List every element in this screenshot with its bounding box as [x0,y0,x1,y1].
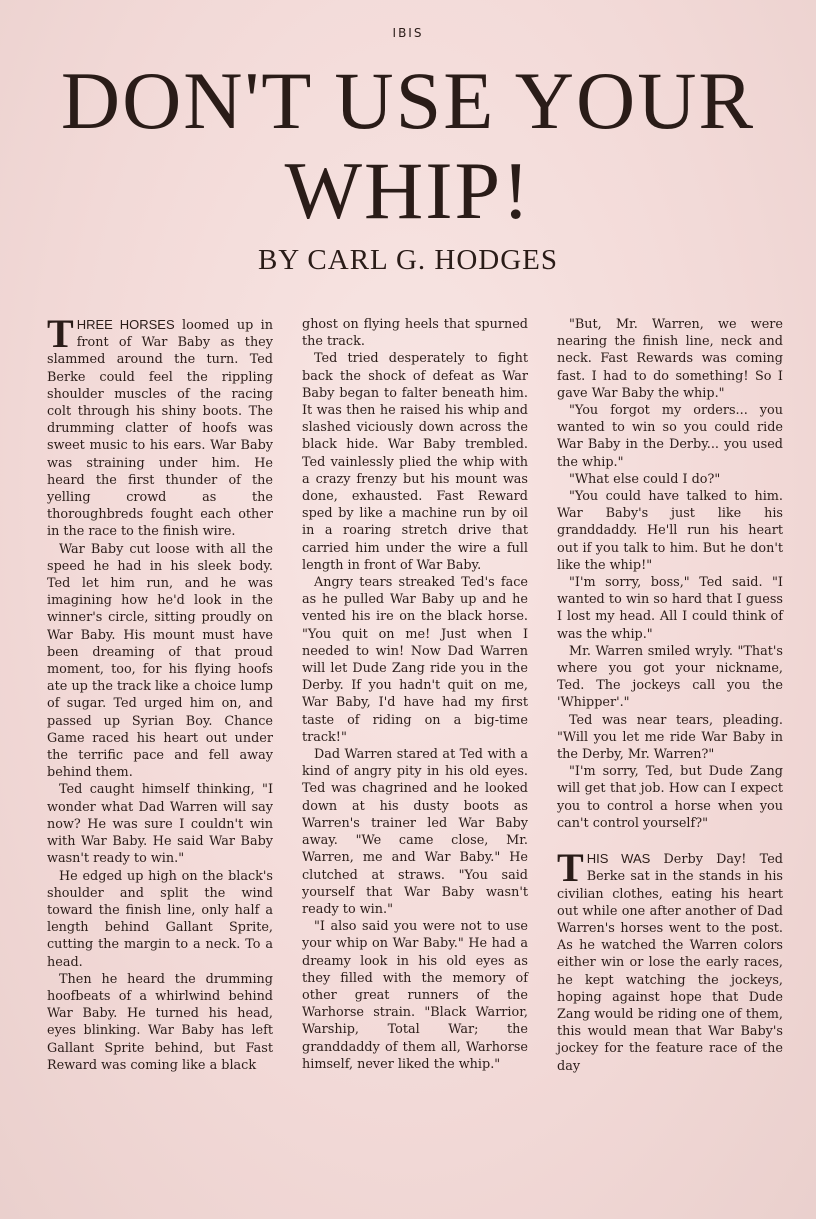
text-column-1 [47,311,274,1074]
paragraph-text: Derby Day! Ted Berke sat in the stands in his civilian clothes, eating his heart out while one after another of Dad Warren's horses went to the post. As he watched the Warren colors either win or lose the early races, he kept watching the jockeys, hoping against hope that Dude Zang would be riding one of them, this would mean that War Baby's jockey for the feature race of the day [557,852,783,1074]
paragraph: Then he heard the drumming hoofbeats of a whirlwind behind War Baby. He turned his head, eyes blinking. War Baby has left Gallant Sprite behind, but Fast Reward was coming like a black [47,971,273,1073]
paragraph: "What else could I do?" [569,471,721,487]
paragraph: "I also said you were not to use your whip on War Baby." He had a dreamy look in his old eyes as they filled with the memory of other great runners of the Warhorse strain. "Black Warrior, Warship, Total War; the granddaddy of them all, Warhorse himself, never liked the whip." [302,919,528,1072]
paragraph: "You forgot my orders... you wanted to win so you could ride War Baby in the Derby... you used the whip." [557,403,783,470]
paragraph: Ted caught himself thinking, "I wonder what Dad Warren will say now? He was sure I couldn't win with War Baby. He said War Baby wasn't ready to win." [47,782,273,867]
text-column-3 [557,316,783,1075]
section-break [557,832,783,850]
paragraph: ghost on flying heels that spurned the track. [302,317,528,350]
text-column-2 [302,316,528,1073]
lead-caps: HREE HORSES [76,317,175,332]
paragraph: War Baby cut loose with all the speed he had in his sleek body. Ted let him run, and he was imagining how he'd look in the winner's circle, sitting proudly on War Baby. His mount must have been dreaming of that proud moment, too, for his flying hoofs ate up the track like a choice lump of sugar. Ted urged him on, and passed up Syrian Boy. Chance Game raced his heart out under the terrific pace and fell away behind them. [47,541,273,781]
paragraph [47,311,274,541]
paragraph: "You could have talked to him. War Baby's just like his granddaddy. He'll run his heart out if you talk to him. But he don't like the whip!" [557,489,783,573]
paragraph: Ted tried desperately to fight back the shock of defeat as War Baby began to falter beneath him. It was then he raised his whip and slashed viciously down across the black hide. War Baby trembled. Ted vainlessly plied the whip with a crazy frenzy but his mount was done, exhausted. Fast Reward sped by like a machine run by oil in a roaring stretch drive that carried him under the wire a full length in front of War Baby. [302,351,528,573]
paragraph: He edged up high on the black's shoulder and split the wind toward the finish line, only half a length behind Gallant Sprite, cutting the margin to a neck. To a head. [47,868,273,970]
paragraph: "I'm sorry, Ted, but Dude Zang will get that job. How can I expect you to control a horse when you can't control yourself?" [557,764,783,831]
paragraph: Ted was near tears, pleading. "Will you let me ride War Baby in the Derby, Mr. Warren?" [557,712,783,763]
lead-caps: HIS WAS [586,851,651,867]
paragraph-text: loomed up in front of War Baby as they slammed around the turn. Ted Berke could feel the rippling shoulder muscles of the racing colt through his shiny boots. The drumming clatter of hoofs was sweet music to his ears. War Baby was straining under him. He heard the first thunder of the yelling crowd as the thoroughbreds fought each other in the race to the finish wire. [47,318,274,540]
drop-cap: T [47,311,74,356]
paragraph: "I'm sorry, boss," Ted said. "I wanted to win so hard that I guess I lost my head. All I could think of was the whip." [557,575,783,642]
paragraph: Dad Warren stared at Ted with a kind of angry pity in his old eyes. Ted was chagrined and he looked down at his dusty boots as Warren's trainer led War Baby away. "We came close, Mr. Warren, me and War Baby." He clutched at straws. "You said yourself that War Baby wasn't ready to win." [302,747,528,917]
paragraph: Angry tears streaked Ted's face as he pulled War Baby up and he vented his ire on the black horse. "You quit on me! Just when I needed to win! Now Dad Warren will let Dude Zang ride you in the Derby. If you hadn't quit on me, War Baby, I'd have had my first taste of riding on a big-time track!" [302,575,528,745]
article-byline: BY CARL G. HODGES [257,244,559,276]
article-title-line-2: WHIP! [284,145,532,236]
paragraph: Mr. Warren smiled wryly. "That's where you got your nickname, Ted. The jockeys call you the 'Whipper'." [557,643,783,711]
article-title-line-1: DON'T USE YOUR [60,55,756,146]
paragraph [557,845,783,1075]
drop-cap: T [557,845,584,891]
magazine-header: IBIS [392,26,424,40]
paragraph: "But, Mr. Warren, we were nearing the finish line, neck and neck. Fast Rewards was coming fast. I had to do something! So I gave War Baby the whip." [557,317,783,401]
